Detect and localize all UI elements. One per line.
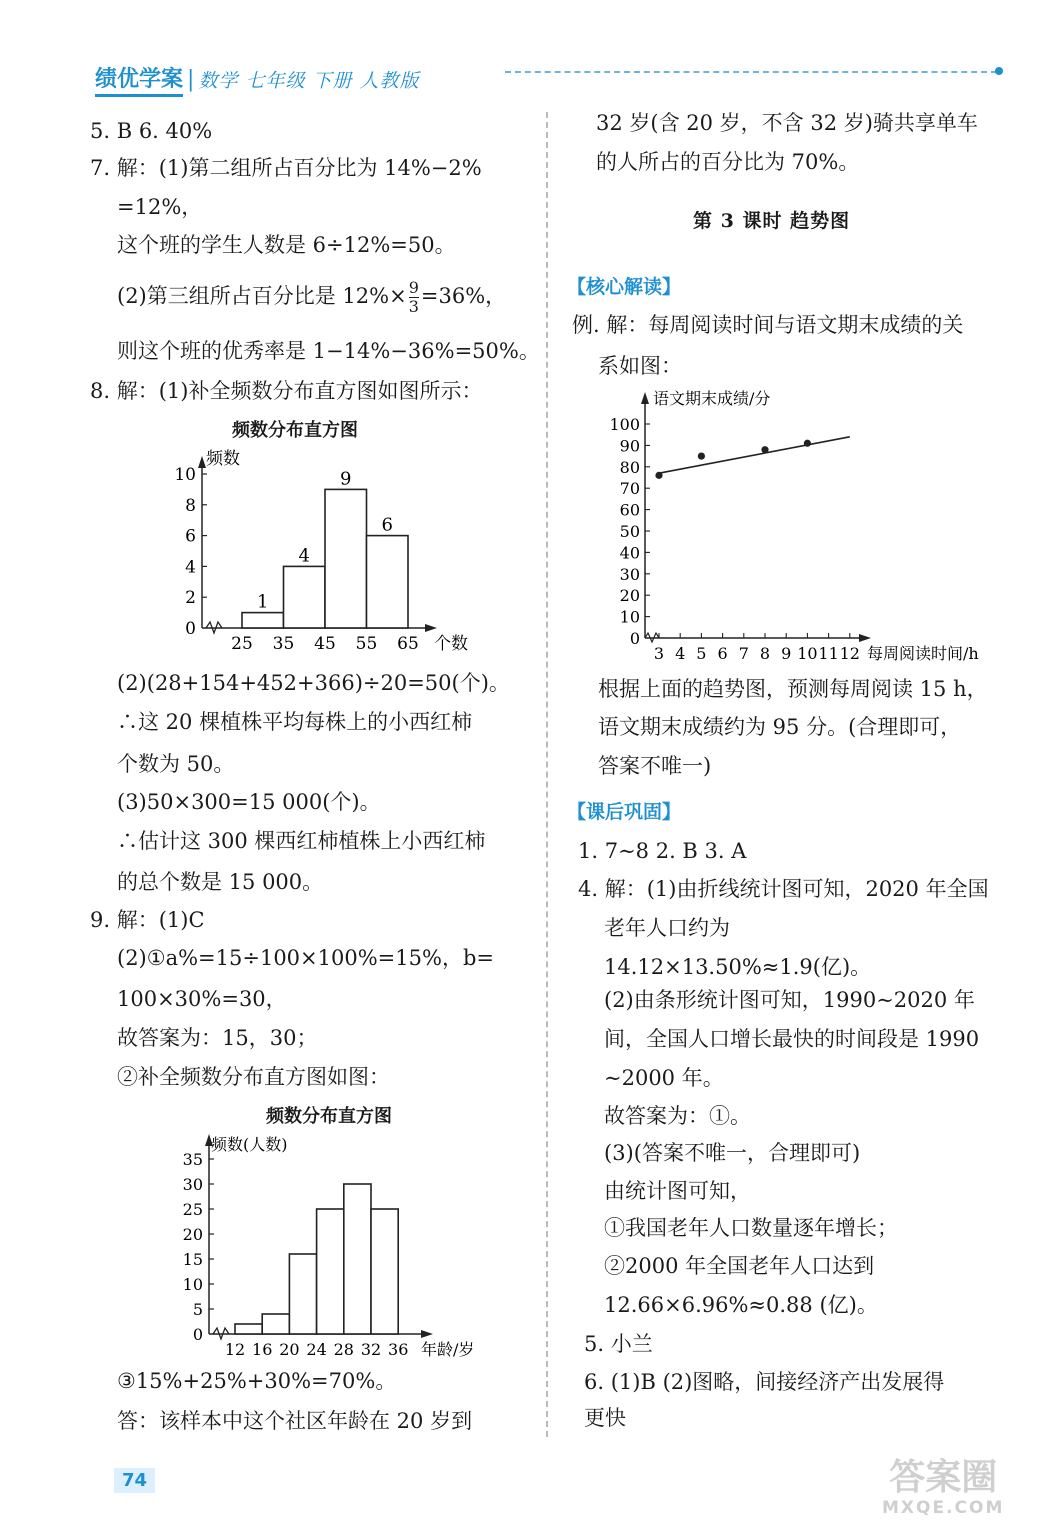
- y-axis-label: 频数: [206, 449, 240, 469]
- y-tick-label: 8: [185, 495, 196, 516]
- y-tick-label: 6: [185, 526, 196, 547]
- example-line2: 系如图：: [598, 354, 682, 378]
- y-tick-label: 10: [619, 607, 640, 627]
- histogram-bar: [371, 1209, 398, 1334]
- fraction-numerator: 9: [408, 278, 419, 297]
- y-tick-label: 50: [619, 522, 640, 541]
- answer-8-line4: 个数为 50。: [117, 752, 235, 776]
- brand-logo: 绩优学案: [95, 62, 183, 97]
- y-tick-label: 40: [619, 543, 640, 563]
- y-axis-label: 语文期末成绩/分: [653, 389, 771, 408]
- y-tick-label: 4: [185, 557, 196, 578]
- answers-1-3: 1. 7∼8 2. B 3. A: [578, 839, 747, 863]
- histogram-bar: [242, 613, 284, 628]
- x-tick-label: 6: [717, 644, 728, 663]
- answer-4-line2: 老年人口约为: [604, 916, 730, 940]
- answer-8-line6: ∴估计这 300 棵西红柿植株上小西红柿: [117, 829, 486, 853]
- answer-4-line6: ∼2000 年。: [604, 1066, 724, 1090]
- answer-8-line5: (3)50×300=15 000(个)。: [117, 790, 381, 814]
- x-tick-label: 65: [397, 634, 419, 654]
- example-line5: 答案不唯一): [598, 754, 712, 778]
- answer-8-line3: ∴这 20 棵植株平均每株上的小西红柿: [117, 710, 473, 734]
- answer-4-line1: 4. 解：(1)由折线统计图可知，2020 年全国: [578, 877, 989, 901]
- section-after-class: 【课后巩固】: [567, 801, 682, 823]
- y-tick-label: 10: [174, 465, 196, 485]
- histogram-ages: [165, 1126, 505, 1361]
- y-tick-label: 15: [182, 1250, 203, 1269]
- y-axis-label: 频数(人数): [211, 1135, 288, 1154]
- y-tick-label: 30: [619, 564, 640, 584]
- bar-value-label: 9: [340, 468, 352, 490]
- y-tick-label: 10: [182, 1275, 203, 1294]
- example-line3: 根据上面的趋势图，预测每周阅读 15 h，: [598, 677, 988, 701]
- x-axis-label: 每周阅读时间/h: [867, 644, 979, 663]
- y-tick-label: 30: [182, 1175, 203, 1194]
- answer-6-line2: 更快: [584, 1406, 626, 1430]
- answer-9-cont-line1: 32 岁(含 20 岁，不含 32 岁)骑共享单车: [596, 111, 978, 135]
- x-tick-label: 12: [839, 644, 860, 663]
- y-axis-arrow: [641, 392, 649, 404]
- x-axis-arrow: [425, 624, 437, 632]
- example-line1: 例. 解：每周阅读时间与语文期末成绩的关: [572, 313, 964, 337]
- histogram-tomatoes: [160, 438, 500, 663]
- answer-9-line5: ②补全频数分布直方图如图：: [117, 1065, 390, 1089]
- answer-8-line7: 的总个数是 15 000。: [117, 870, 324, 894]
- answer-4-line7: 故答案为：①。: [604, 1104, 751, 1128]
- x-tick-label: 16: [252, 1340, 273, 1359]
- y-tick-label: 35: [182, 1150, 203, 1169]
- y-tick-label: 70: [619, 479, 640, 499]
- watermark-line2: MXQE.COM: [882, 1498, 1005, 1518]
- chart1-title: 频数分布直方图: [232, 420, 358, 441]
- answer-8-line1: 8. 解：(1)补全频数分布直方图如图所示：: [90, 379, 483, 403]
- x-axis-arrow: [421, 1330, 433, 1338]
- x-tick-label: 20: [279, 1340, 300, 1359]
- x-tick-label: 9: [781, 644, 792, 663]
- x-tick-label: 35: [272, 634, 295, 654]
- histogram-bar: [235, 1324, 262, 1334]
- lesson-title: 第 3 课时 趋势图: [693, 210, 851, 232]
- header-rule: [505, 71, 997, 73]
- y-tick-label: 80: [619, 457, 640, 477]
- chart2-title: 频数分布直方图: [266, 1106, 392, 1127]
- answer-4-line3: 14.12×13.50%≈1.9(亿)。: [604, 955, 872, 979]
- header-subtitle: 数学 七年级 下册 人教版: [198, 69, 420, 92]
- y-tick-label: 60: [619, 500, 640, 520]
- x-tick-label: 25: [231, 634, 253, 654]
- answer-4-line8: (3)(答案不唯一，合理即可): [604, 1141, 861, 1165]
- x-tick-label: 36: [388, 1340, 409, 1359]
- watermark-logo: [882, 1458, 1004, 1518]
- answer-9-cont-line2: 的人所占的百分比为 70%。: [596, 150, 860, 174]
- watermark-line1: 答案圈: [889, 1457, 998, 1498]
- section-core-reading: 【核心解读】: [567, 276, 682, 298]
- histogram-bar: [262, 1314, 289, 1334]
- data-point: [761, 446, 768, 453]
- histogram-bar: [344, 1184, 371, 1334]
- answer-9-line6: ③15%+25%+30%=70%。: [117, 1369, 397, 1393]
- y-axis-arrow: [198, 456, 206, 468]
- page-header: [95, 62, 420, 96]
- y-tick-label: 2: [185, 588, 196, 609]
- histogram-bar: [317, 1209, 344, 1334]
- x-tick-label: 45: [314, 634, 336, 654]
- y-tick-label: 90: [619, 436, 640, 456]
- page-number: 74: [114, 1468, 155, 1493]
- answer-4-line9: 由统计图可知，: [604, 1179, 751, 1203]
- answer-9-line1: 9. 解：(1)C: [90, 908, 205, 932]
- y-tick-label: 5: [192, 1300, 203, 1319]
- data-point: [698, 453, 705, 460]
- x-axis-arrow: [859, 634, 871, 642]
- x-tick-label: 55: [355, 634, 378, 654]
- answer-9-line4: 故答案为：15，30；: [117, 1026, 318, 1050]
- answer-8-line2: (2)(28+154+452+366)÷20=50(个)。: [117, 671, 510, 695]
- y-tick-label: 20: [182, 1225, 203, 1244]
- x-tick-label: 11: [818, 644, 839, 663]
- answer-4-line11: ②2000 年全国老年人口达到: [604, 1254, 875, 1278]
- answer-7-line4-result: =36%，: [420, 284, 507, 308]
- x-tick-label: 32: [360, 1340, 382, 1359]
- answer-4-line12: 12.66×6.96%≈0.88 (亿)。: [604, 1293, 878, 1317]
- column-divider: [546, 112, 548, 1437]
- answer-7-line4: [117, 279, 506, 316]
- x-axis-label: 个数: [434, 634, 468, 654]
- y-tick-label: 0: [185, 619, 196, 639]
- header-dot: [995, 67, 1003, 75]
- answer-9-line3: 100×30%=30，: [117, 987, 287, 1011]
- example-line4: 语文期末成绩约为 95 分。(合理即可，: [598, 715, 962, 739]
- bar-value-label: 1: [257, 591, 269, 613]
- x-tick-label: 4: [675, 644, 686, 663]
- answer-6-line1: 6. (1)B (2)图略，间接经济产出发展得: [584, 1370, 945, 1394]
- data-point: [655, 472, 662, 479]
- trend-chart-reading-score: [585, 382, 1025, 667]
- y-tick-label: 100: [609, 415, 640, 434]
- x-tick-label: 5: [696, 644, 707, 663]
- brand-separator: |: [187, 66, 195, 92]
- bar-value-label: 4: [298, 545, 310, 567]
- x-axis-label: 年龄/岁: [421, 1340, 475, 1359]
- y-tick-label: 0: [629, 629, 640, 648]
- trend-line: [659, 437, 850, 473]
- fraction-denominator: 3: [408, 297, 419, 316]
- x-tick-label: 3: [653, 644, 665, 663]
- y-tick-label: 20: [619, 586, 640, 606]
- y-tick-label: 0: [192, 1325, 203, 1344]
- data-point: [804, 440, 811, 447]
- fraction: [409, 279, 419, 316]
- answer-4-line10: ①我国老年人口数量逐年增长；: [604, 1216, 898, 1240]
- answer-9-line2: (2)①a%=15÷100×100%=15%，b=: [117, 946, 494, 970]
- answer-4-line4: (2)由条形统计图可知，1990∼2020 年: [604, 988, 975, 1012]
- answer-7-line5: 则这个班的优秀率是 1−14%−36%=50%。: [117, 339, 540, 363]
- answer-9-line7: 答：该样本中这个社区年龄在 20 岁到: [117, 1409, 473, 1433]
- x-tick-label: 24: [306, 1340, 327, 1359]
- x-tick-label: 7: [738, 644, 749, 663]
- x-tick-label: 10: [797, 644, 818, 663]
- histogram-bar: [289, 1254, 316, 1334]
- x-tick-label: 28: [333, 1340, 354, 1359]
- histogram-bar: [325, 489, 367, 628]
- bar-value-label: 6: [381, 514, 393, 536]
- histogram-bar: [367, 536, 409, 628]
- answer-7-line3: 这个班的学生人数是 6÷12%=50。: [117, 233, 456, 257]
- answer-5-6: 5. B 6. 40%: [90, 119, 213, 143]
- answer-5: 5. 小兰: [584, 1332, 653, 1356]
- answer-7-line4-text: (2)第三组所占百分比是 12%×: [117, 284, 407, 308]
- answer-7-line2: =12%，: [117, 195, 203, 219]
- answer-7-line1: 7. 解：(1)第二组所占百分比为 14%−2%: [90, 156, 482, 180]
- x-tick-label: 8: [759, 644, 771, 663]
- answer-4-line5: 间，全国人口增长最快的时间段是 1990: [604, 1027, 980, 1051]
- histogram-bar: [284, 566, 326, 628]
- y-tick-label: 25: [182, 1200, 203, 1219]
- x-tick-label: 12: [224, 1340, 246, 1359]
